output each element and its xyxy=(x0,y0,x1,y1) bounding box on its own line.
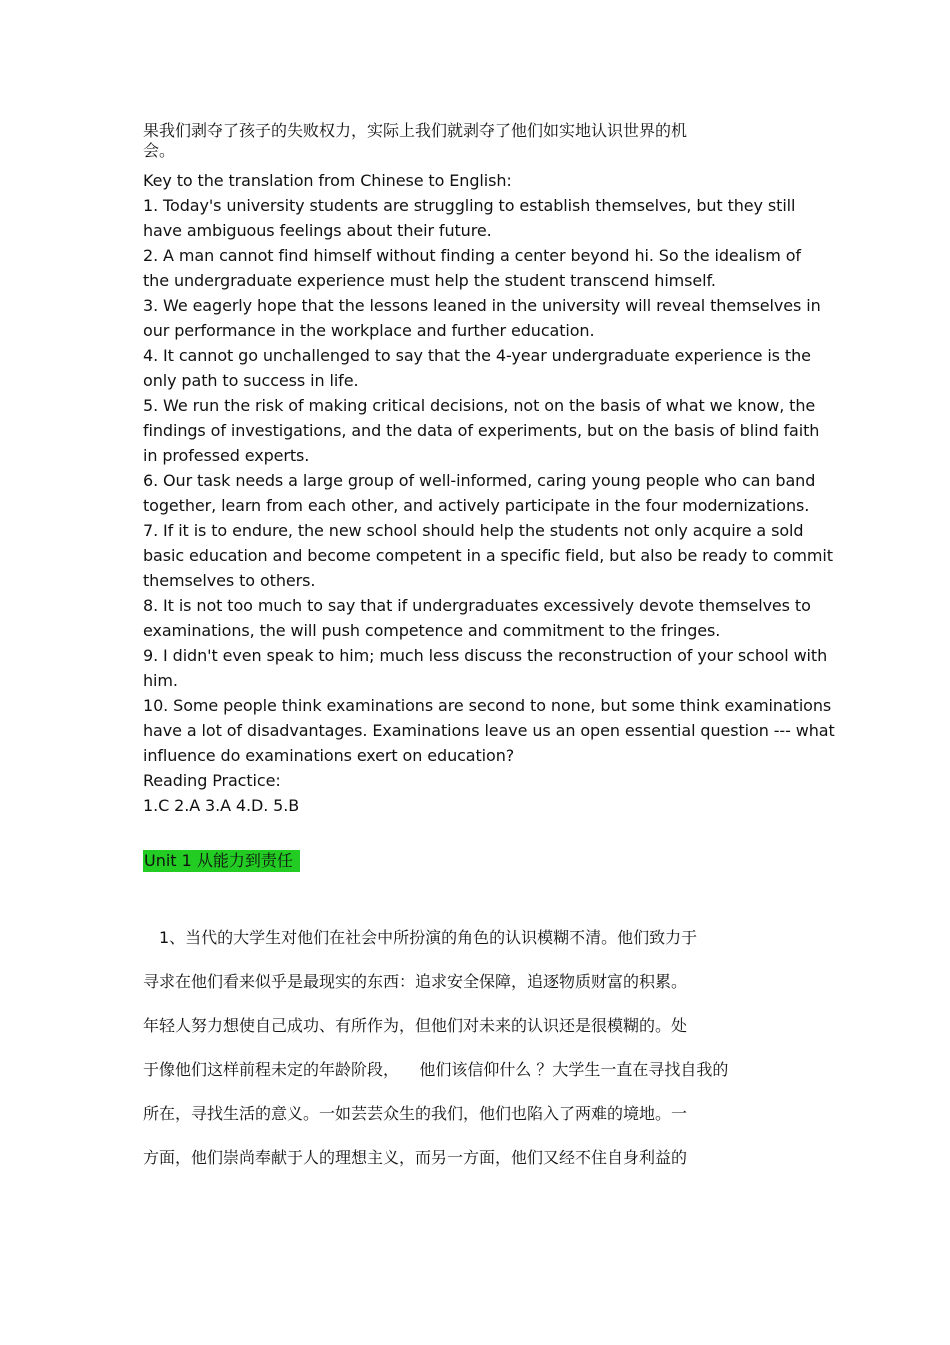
reading-practice-answers: 1.C 2.A 3.A 4.D. 5.B xyxy=(143,796,300,815)
key-line: themselves to others. xyxy=(143,571,316,590)
passage-line: 所在，寻找生活的意义。一如芸芸众生的我们，他们也陷入了两难的境地。一 xyxy=(143,1104,688,1123)
key-line: 6. Our task needs a large group of well-informed, caring young people who can band xyxy=(143,471,816,490)
key-line: have ambiguous feelings about their future. xyxy=(143,221,492,240)
key-line: 4. It cannot go unchallenged to say that the 4-year undergraduate experience is the xyxy=(143,346,811,365)
chinese-passage xyxy=(143,916,843,1180)
key-line: influence do examinations exert on education? xyxy=(143,746,515,765)
key-line: the undergraduate experience must help the student transcend himself. xyxy=(143,271,716,290)
intro-paragraph xyxy=(143,118,843,163)
passage-line: 寻求在他们看来似乎是最现实的东西：追求安全保障，追逐物质财富的积累。 xyxy=(143,972,688,991)
key-line: our performance in the workplace and further education. xyxy=(143,321,595,340)
key-line: 1. Today's university students are struggling to establish themselves, but they still xyxy=(143,196,796,215)
key-line: 9. I didn't even speak to him; much less discuss the reconstruction of your school with xyxy=(143,646,828,665)
intro-line: 会。 xyxy=(143,141,176,160)
key-line: 3. We eagerly hope that the lessons leaned in the university will reveal themselves in xyxy=(143,296,821,315)
key-line: 2. A man cannot find himself without finding a center beyond hi. So the idealism of xyxy=(143,246,801,265)
passage-line: 于像他们这样前程未定的年龄阶段， 他们该信仰什么 ？大学生一直在寻找自我的 xyxy=(143,1060,729,1079)
key-line: together, learn from each other, and actively participate in the four modernizations. xyxy=(143,496,810,515)
key-line: have a lot of disadvantages. Examinations leave us an open essential question --- what xyxy=(143,721,835,740)
key-line: examinations, the will push competence and commitment to the fringes. xyxy=(143,621,721,640)
key-line: in professed experts. xyxy=(143,446,310,465)
key-line: him. xyxy=(143,671,178,690)
key-line: 7. If it is to endure, the new school should help the students not only acquire a sold xyxy=(143,521,804,540)
unit-heading: Unit 1 从能力到责任 xyxy=(143,850,300,872)
passage-line: 年轻人努力想使自己成功、有所作为，但他们对未来的认识还是很模糊的。处 xyxy=(143,1016,688,1035)
passage-line: 1、当代的大学生对他们在社会中所扮演的角色的认识模糊不清。他们致力于 xyxy=(159,928,698,947)
key-line: only path to success in life. xyxy=(143,371,359,390)
translation-key-section xyxy=(143,168,843,818)
key-line: basic education and become competent in a specific field, but also be ready to commit xyxy=(143,546,833,565)
key-line: 10. Some people think examinations are second to none, but some think examinations xyxy=(143,696,832,715)
key-line: Key to the translation from Chinese to English: xyxy=(143,171,512,190)
key-line: findings of investigations, and the data of experiments, but on the basis of blind faith xyxy=(143,421,820,440)
key-line: 5. We run the risk of making critical decisions, not on the basis of what we know, the xyxy=(143,396,816,415)
intro-line: 果我们剥夺了孩子的失败权力，实际上我们就剥夺了他们如实地认识世界的机 xyxy=(143,121,688,140)
reading-practice-heading: Reading Practice: xyxy=(143,771,281,790)
key-line: 8. It is not too much to say that if undergraduates excessively devote themselves to xyxy=(143,596,811,615)
passage-line: 方面，他们崇尚奉献于人的理想主义，而另一方面，他们又经不住自身利益的 xyxy=(143,1148,688,1167)
